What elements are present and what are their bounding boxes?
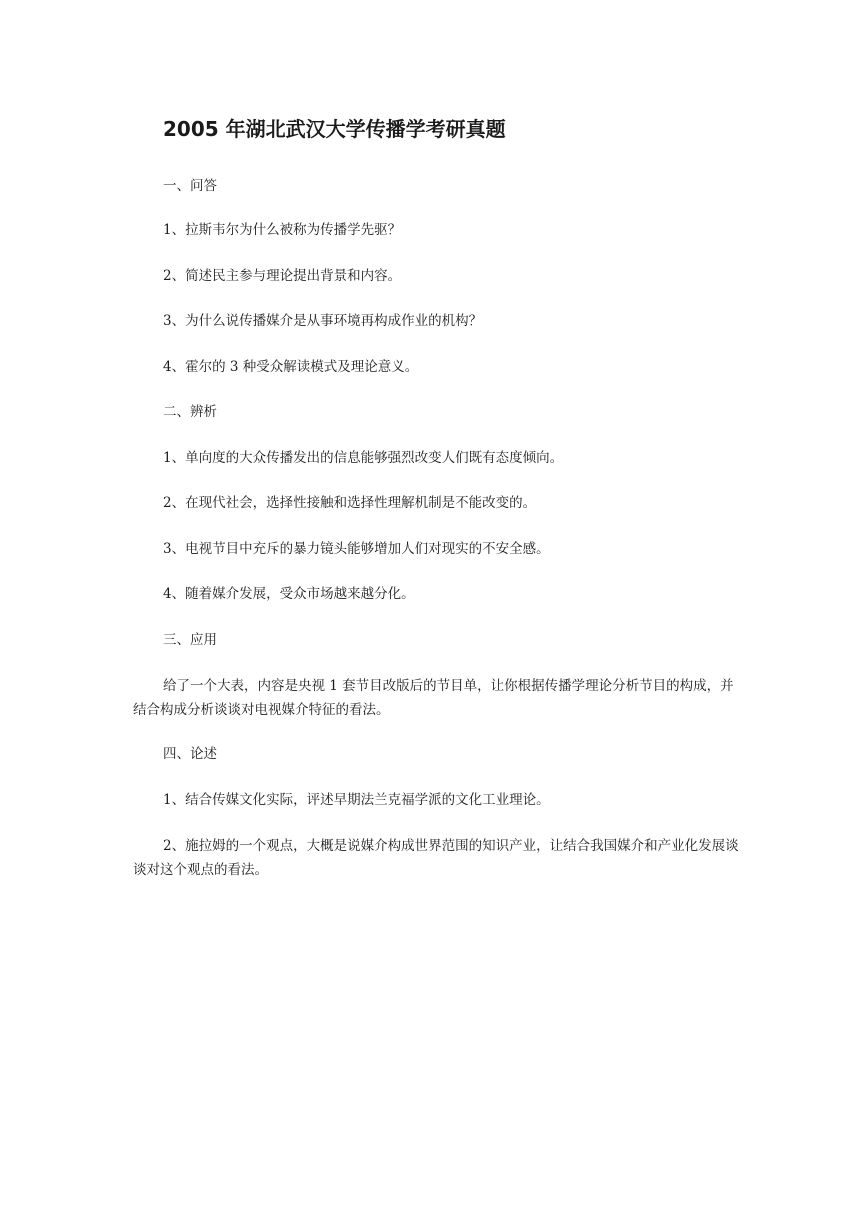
section-heading-essay: 四、论述 bbox=[163, 746, 217, 762]
question-item: 1、结合传媒文化实际，评述早期法兰克福学派的文化工业理论。 bbox=[163, 792, 550, 808]
question-item: 1、拉斯韦尔为什么被称为传播学先驱？ bbox=[163, 222, 402, 238]
question-item: 3、为什么说传播媒介是从事环境再构成作业的机构？ bbox=[163, 313, 483, 329]
question-item: 2、在现代社会，选择性接触和选择性理解机制是不能改变的。 bbox=[163, 495, 537, 511]
question-paragraph: 给了一个大表，内容是央视 1 套节目改版后的节目单，让你根据传播学理论分析节目的构成，并结合构成分析谈谈对电视媒介特征的看法。 bbox=[133, 678, 734, 718]
question-item: 1、单向度的大众传播发出的信息能够强烈改变人们既有态度倾向。 bbox=[163, 450, 564, 466]
section-heading-qa: 一、问答 bbox=[163, 178, 217, 194]
question-paragraph: 2、施拉姆的一个观点，大概是说媒介构成世界范围的知识产业，让结合我国媒介和产业化发展谈谈对这个观点的看法。 bbox=[133, 838, 739, 878]
question-item: 4、霍尔的 3 种受众解读模式及理论意义。 bbox=[163, 359, 419, 375]
section-heading-analysis: 二、辨析 bbox=[163, 404, 217, 420]
question-item: 2、简述民主参与理论提出背景和内容。 bbox=[163, 268, 402, 284]
question-item: 3、电视节目中充斥的暴力镜头能够增加人们对现实的不安全感。 bbox=[163, 541, 550, 557]
document-title: 2005 年湖北武汉大学传播学考研真题 bbox=[163, 117, 506, 141]
section-heading-application: 三、应用 bbox=[163, 632, 217, 648]
question-item: 4、随着媒介发展，受众市场越来越分化。 bbox=[163, 586, 415, 602]
